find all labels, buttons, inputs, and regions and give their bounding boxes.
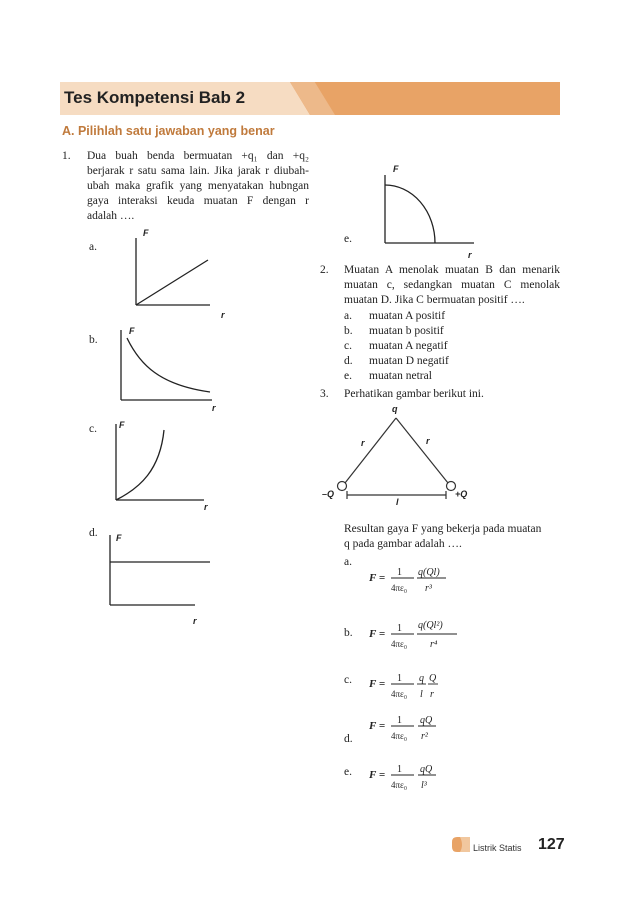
q3-option-a: a. (344, 556, 352, 568)
graph-c-f-label: F (119, 420, 125, 430)
svg-text:q: q (419, 673, 424, 684)
q1-line2: berjarak r satu sama lain. Jika jarak r diubah- (87, 165, 309, 177)
graph-a-f-label: F (143, 228, 149, 238)
q2-option: b. muatan b positif (344, 325, 444, 337)
svg-text:q(Ql): q(Ql) (418, 567, 440, 578)
q3-l-label: l (396, 497, 399, 507)
q2-option: c. muatan A negatif (344, 340, 448, 352)
q3-result-line1: Resultan gaya F yang bekerja pada muatan (344, 523, 542, 535)
svg-text:l: l (420, 689, 423, 700)
page-title: Tes Kompetensi Bab 2 (64, 88, 246, 107)
svg-text:4πε₀: 4πε₀ (391, 780, 407, 790)
svg-text:F =: F = (369, 572, 386, 584)
svg-text:l³: l³ (421, 780, 427, 791)
svg-text:4πε₀: 4πε₀ (391, 689, 407, 699)
q3-result-line2: q pada gambar adalah …. (344, 538, 462, 550)
q1-option-a: a. (89, 241, 97, 253)
q3-number: 3. (320, 388, 329, 400)
svg-text:1: 1 (397, 623, 402, 634)
svg-text:q(Ql²): q(Ql²) (418, 620, 443, 631)
q3-option-c: c. (344, 674, 352, 686)
q1-line3: ubah maka grafik yang menyatakan hubngan (87, 180, 309, 192)
q1-line5: adalah …. (87, 210, 135, 222)
q1-option-b: b. (89, 334, 98, 346)
q1-line4: gaya interaksi keuda muatan F dengan r (87, 195, 309, 207)
svg-text:qQ: qQ (420, 715, 433, 726)
q3-right-r-label: r (426, 436, 430, 446)
graph-a-r-label: r (221, 310, 225, 320)
page-number: 127 (538, 836, 565, 853)
q3-option-d: d. (344, 733, 353, 745)
svg-text:F =: F = (369, 628, 386, 640)
q3-option-e: e. (344, 766, 352, 778)
graph-b-r-label: r (212, 403, 216, 413)
q1-option-d: d. (89, 527, 98, 539)
graph-e-r-label: r (468, 250, 472, 260)
q3-q-label: q (392, 404, 398, 414)
svg-text:Q: Q (429, 673, 437, 684)
q2-line2: muatan c, sedangkan muatan C menolak (344, 279, 560, 291)
svg-text:r³: r³ (425, 583, 432, 594)
svg-text:F =: F = (369, 720, 386, 732)
graph-e-f-label: F (393, 164, 399, 174)
q2-number: 2. (320, 264, 329, 276)
svg-text:1: 1 (397, 715, 402, 726)
q2-option: a. muatan A positif (344, 310, 446, 322)
q2-option: d. muatan D negatif (344, 355, 449, 367)
graph-d-f-label: F (116, 533, 122, 543)
q3-minus-q-label: –Q (322, 489, 335, 499)
graph-c-r-label: r (204, 502, 208, 512)
svg-text:4πε₀: 4πε₀ (391, 639, 407, 649)
q1-option-e: e. (344, 233, 352, 245)
svg-text:qQ: qQ (420, 764, 433, 775)
svg-text:r⁴: r⁴ (430, 639, 438, 650)
q1-option-c: c. (89, 423, 97, 435)
q1-line1: Dua buah benda bermuatan +q₁ dan +q₂ (87, 150, 309, 162)
q2-line3: muatan D. Jika C bermuatan positif …. (344, 294, 525, 306)
svg-text:4πε₀: 4πε₀ (391, 731, 407, 741)
section-title: A. Pilihlah satu jawaban yang benar (62, 124, 275, 138)
graph-b-f-label: F (129, 326, 135, 336)
q2-option: e. muatan netral (344, 370, 432, 382)
svg-text:F =: F = (369, 769, 386, 781)
q3-plus-q-label: +Q (455, 489, 468, 499)
svg-text:r²: r² (421, 731, 428, 742)
svg-text:1: 1 (397, 673, 402, 684)
q2-line1: Muatan A menolak muatan B dan menarik (344, 264, 560, 276)
svg-text:4πε₀: 4πε₀ (391, 583, 407, 593)
svg-text:1: 1 (397, 764, 402, 775)
footer-chapter: Listrik Statis (473, 843, 522, 853)
graph-d-r-label: r (193, 616, 197, 626)
svg-text:F =: F = (369, 678, 386, 690)
q3-intro: Perhatikan gambar berikut ini. (344, 388, 484, 400)
q3-option-b: b. (344, 627, 353, 639)
svg-text:r: r (430, 689, 434, 700)
q1-number: 1. (62, 150, 71, 162)
q3-left-r-label: r (361, 438, 365, 448)
svg-text:1: 1 (397, 567, 402, 578)
